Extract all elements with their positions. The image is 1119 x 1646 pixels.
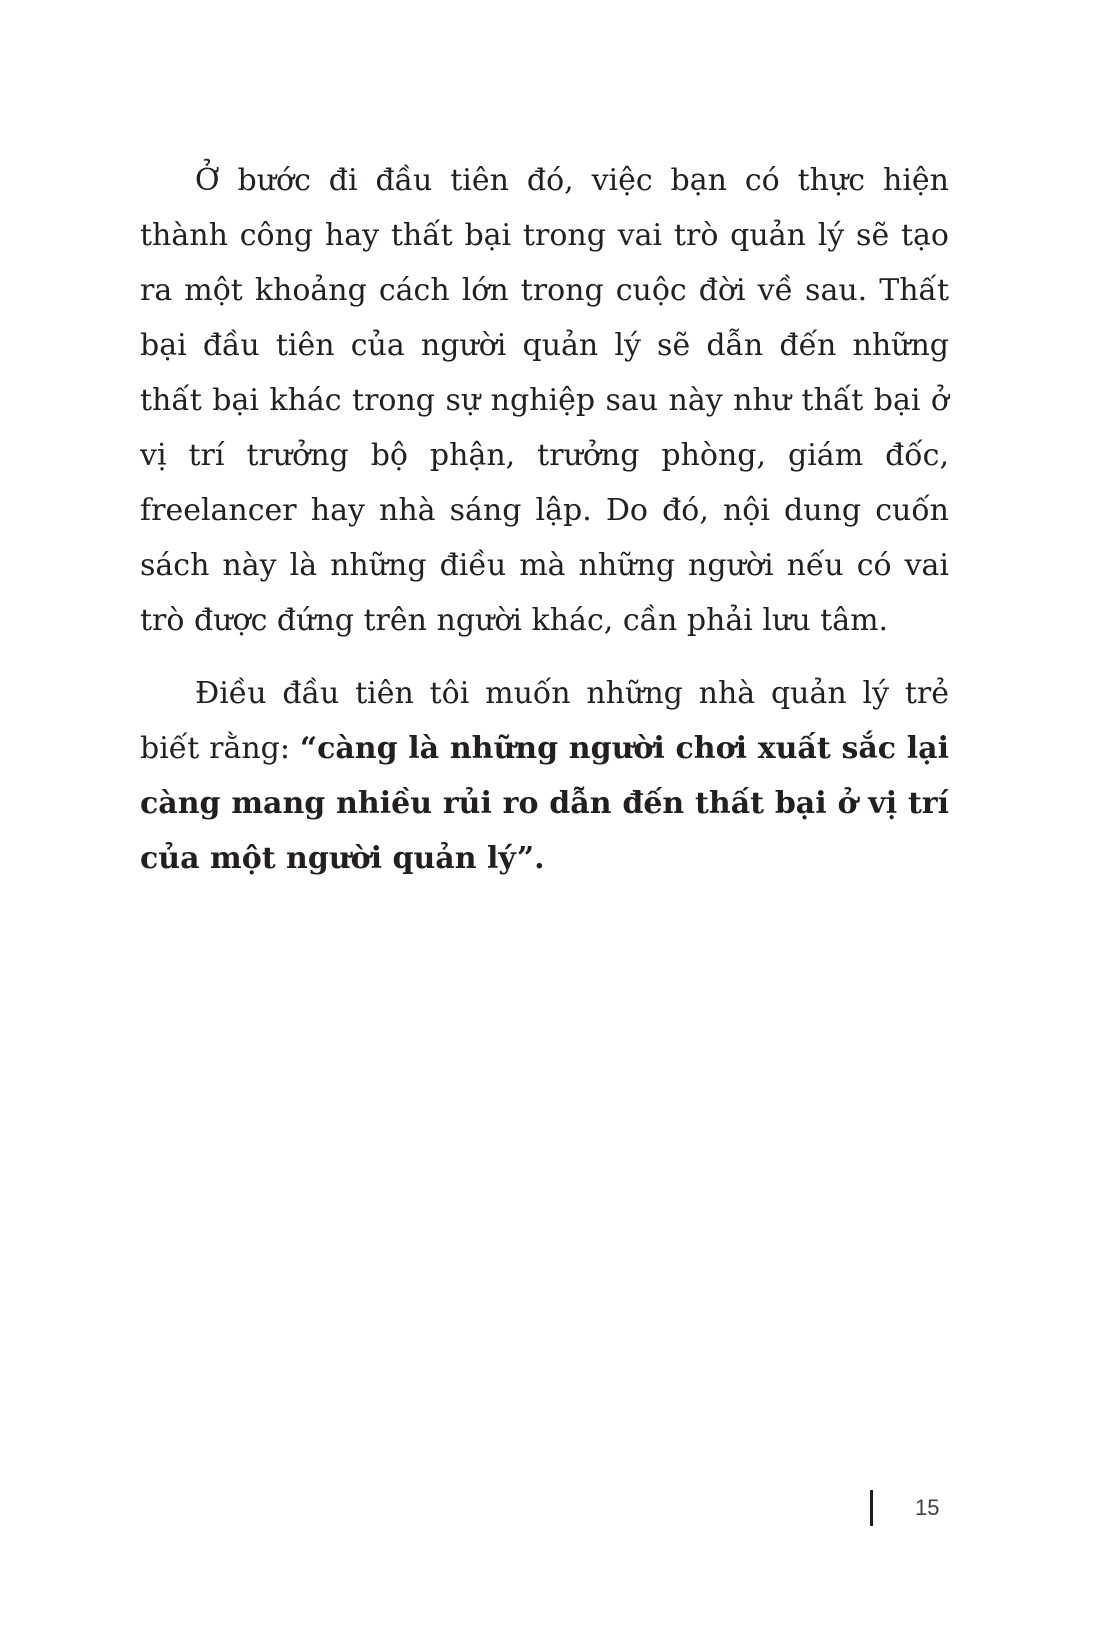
page-body-text [140, 153, 949, 886]
paragraph-2-bold-quote: “càng là những người chơi xuất sắc lại càng mang nhiều rủi ro dẫn đến thất bại ở vị trí của một người quản lý”. [140, 731, 949, 876]
paragraph-2 [140, 666, 949, 886]
page-footer [870, 1490, 939, 1526]
page-number: 15 [915, 1495, 940, 1520]
page-number-rule [870, 1490, 873, 1526]
paragraph-2-lead: Điều đầu tiên tôi muốn những nhà quản lý trẻ biết rằng: [140, 676, 949, 766]
paragraph-1: Ở bước đi đầu tiên đó, việc bạn có thực hiện thành công hay thất bại trong vai trò quản lý sẽ tạo ra một khoảng cách lớn trong cuộc đời về sau. Thất bại đầu tiên của người quản lý sẽ dẫn đến những thất bại khác trong sự nghiệp sau này như thất bại ở vị trí trưởng bộ phận, trưởng phòng, giám đốc, freelancer hay nhà sáng lập. Do đó, nội dung cuốn sách này là những điều mà những người nếu có vai trò được đứng trên người khác, cần phải lưu tâm. [140, 163, 949, 638]
